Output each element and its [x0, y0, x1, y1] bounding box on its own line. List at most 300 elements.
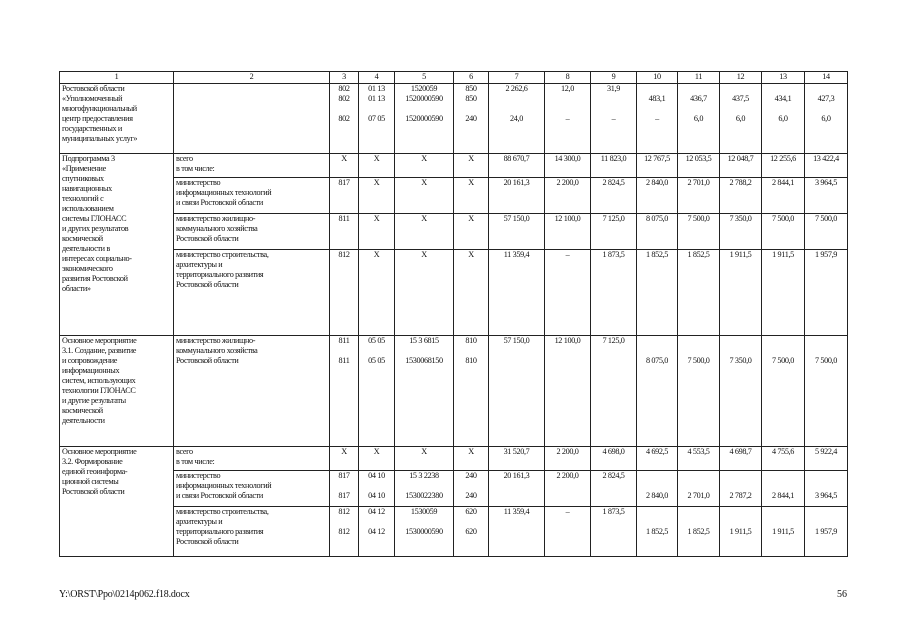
value-line [593, 356, 634, 366]
value-line: 2 787,2 [729, 491, 752, 500]
value-cell-c3 [330, 178, 359, 214]
value-line: X [421, 250, 427, 259]
value-cell-c9 [591, 154, 637, 178]
value-cell-c5 [395, 471, 454, 507]
value-cell-c13 [762, 214, 805, 250]
executor-cell [174, 178, 330, 214]
value-line: 11 359,4 [503, 250, 530, 259]
program-line: Ростовской области [62, 487, 125, 496]
program-line: и другие результаты [62, 396, 126, 405]
value-line: 802 [338, 94, 350, 103]
value-cell-c4 [359, 336, 395, 447]
value-line: 436,7 [690, 94, 707, 103]
executor-cell [174, 471, 330, 507]
executor-line: Ростовской области [176, 537, 239, 546]
value-line: – [611, 114, 616, 123]
value-cell-c8 [545, 447, 591, 471]
value-cell-c10 [637, 471, 678, 507]
value-line: 1 911,5 [772, 527, 794, 536]
table-row [60, 447, 848, 471]
value-line [491, 94, 542, 104]
value-line: 1 957,9 [814, 250, 838, 259]
value-line [680, 84, 717, 94]
value-cell-c4 [359, 178, 395, 214]
value-cell-c11 [678, 214, 720, 250]
value-cell-c7 [489, 214, 545, 250]
value-line [547, 94, 588, 104]
executor-line: и связи Ростовской области [176, 198, 263, 207]
value-line: 1 852,5 [645, 250, 669, 259]
value-cell-c5 [395, 447, 454, 471]
value-line: 15 3 2238 [409, 471, 439, 480]
value-cell-c3 [330, 471, 359, 507]
value-line: 817 [338, 471, 350, 480]
value-line: 4 692,5 [645, 447, 669, 456]
value-cell-c5 [395, 84, 454, 154]
value-line: 1530022380 [405, 491, 443, 500]
value-line: 12 100,0 [554, 214, 581, 223]
value-cell-c10 [637, 507, 678, 557]
value-line: 2 840,0 [645, 491, 669, 500]
value-cell-c12 [720, 447, 762, 471]
value-line: – [655, 114, 659, 123]
value-cell-c13 [762, 336, 805, 447]
value-line [722, 84, 759, 94]
value-line: 1520000590 [405, 94, 443, 103]
value-line: 850 [465, 84, 477, 93]
value-line: 4 698,7 [729, 447, 752, 456]
value-line [807, 507, 845, 517]
value-cell-c7 [489, 154, 545, 178]
program-line: деятельности в [62, 244, 110, 253]
value-cell-c6 [454, 471, 489, 507]
value-cell-c5 [395, 507, 454, 557]
value-line: 2 840,0 [645, 178, 669, 187]
value-line: 31,9 [607, 84, 620, 93]
header-cell: 13 [762, 72, 805, 84]
value-line: 01 13 [368, 84, 385, 93]
executor-cell [174, 336, 330, 447]
value-line: 2 200,0 [556, 447, 579, 456]
value-cell-c9 [591, 250, 637, 336]
value-cell-c3 [330, 154, 359, 178]
value-cell-c11 [678, 336, 720, 447]
value-line: X [373, 154, 380, 163]
header-cell: 3 [330, 72, 359, 84]
value-cell-c4 [359, 471, 395, 507]
value-cell-c10 [637, 336, 678, 447]
header-cell: 9 [591, 72, 637, 84]
value-cell-c9 [591, 447, 637, 471]
value-cell-c9 [591, 178, 637, 214]
value-line: 802 [338, 84, 350, 93]
executor-line: территориального развития [176, 527, 264, 536]
value-line: 2 701,0 [687, 491, 710, 500]
value-line: 2 844,1 [771, 491, 795, 500]
value-line: 04 10 [368, 471, 385, 480]
value-line [639, 471, 675, 481]
value-line: 7 350,0 [729, 356, 752, 365]
value-line: 8 075,0 [645, 356, 669, 365]
table-row [60, 336, 848, 447]
value-cell-c5 [395, 178, 454, 214]
value-line: 12,0 [561, 84, 574, 93]
program-line: ционной системы [62, 477, 119, 486]
executor-line: коммунального хозяйства [176, 224, 258, 233]
value-line: 57 150,0 [503, 214, 530, 223]
value-cell-c6 [454, 178, 489, 214]
value-line: X [341, 447, 347, 456]
value-cell-c14 [805, 336, 848, 447]
value-cell-c14 [805, 250, 848, 336]
value-cell-c6 [454, 447, 489, 471]
value-line: 04 10 [368, 491, 385, 500]
value-cell-c6 [454, 84, 489, 154]
value-line: X [468, 447, 474, 456]
value-cell-c4 [359, 154, 395, 178]
value-cell-c12 [720, 178, 762, 214]
value-line: 1530000590 [405, 527, 443, 536]
executor-line: Ростовской области [176, 234, 239, 243]
value-cell-c3 [330, 507, 359, 557]
value-line: 817 [338, 491, 350, 500]
executor-cell [174, 250, 330, 336]
value-line: 7 500,0 [771, 356, 795, 365]
value-cell-c6 [454, 336, 489, 447]
value-line: 7 125,0 [602, 214, 625, 223]
executor-line: министерство [176, 178, 221, 187]
value-line: 07 05 [368, 114, 385, 123]
value-line [764, 471, 802, 481]
program-line: использованием [62, 204, 114, 213]
value-line: 620 [465, 507, 477, 516]
value-cell-c8 [545, 250, 591, 336]
program-line: Основное мероприятие [62, 336, 137, 345]
value-line: X [468, 154, 474, 163]
value-line: 1 873,5 [602, 250, 625, 259]
program-line: навигационных [62, 184, 112, 193]
header-cell: 14 [805, 72, 848, 84]
value-line: 01 13 [368, 94, 385, 103]
value-cell-c9 [591, 507, 637, 557]
value-cell-c11 [678, 447, 720, 471]
executor-line: министерство строительства, [176, 507, 269, 516]
value-line: 04 12 [368, 527, 385, 536]
executor-line: архитектуры и [176, 260, 223, 269]
value-line: 4 553,5 [687, 447, 710, 456]
header-cell: 7 [489, 72, 545, 84]
value-line: 1 911,5 [772, 250, 794, 259]
value-cell-c9 [591, 471, 637, 507]
header-cell: 4 [359, 72, 395, 84]
value-cell-c12 [720, 507, 762, 557]
value-line: 6,0 [693, 114, 704, 123]
executor-cell [174, 447, 330, 471]
value-line [807, 336, 845, 346]
value-line: 1 852,5 [687, 527, 710, 536]
value-cell-c3 [330, 214, 359, 250]
value-cell-c6 [454, 507, 489, 557]
executor-line: министерство [176, 471, 221, 480]
table-row [60, 507, 848, 557]
value-cell-c13 [762, 154, 805, 178]
program-line: технологии ГЛОНАСС [62, 386, 136, 395]
value-line: 1520059 [410, 84, 438, 93]
value-cell-c5 [395, 154, 454, 178]
program-line: 3.1. Создание, развитие [62, 346, 137, 355]
header-cell: 2 [174, 72, 330, 84]
value-line: 05 05 [368, 336, 385, 345]
value-cell-c10 [637, 84, 678, 154]
program-line: деятельности [62, 416, 105, 425]
value-line [547, 356, 588, 366]
value-cell-c5 [395, 214, 454, 250]
program-line: области» [62, 284, 91, 293]
executor-line: архитектуры и [176, 517, 223, 526]
value-cell-c3 [330, 250, 359, 336]
executor-line: министерство жилищно- [176, 336, 256, 345]
program-line: космической [62, 234, 103, 243]
value-cell-c8 [545, 507, 591, 557]
header-cell: 11 [678, 72, 720, 84]
value-cell-c7 [489, 178, 545, 214]
value-cell-c11 [678, 471, 720, 507]
value-cell-c14 [805, 84, 848, 154]
executor-line: коммунального хозяйства [176, 346, 258, 355]
value-line [491, 491, 542, 501]
value-line: 6,0 [778, 114, 788, 123]
executor-line: в том числе: [176, 457, 215, 466]
program-line: центр предоставления [62, 114, 133, 123]
table-body [60, 84, 848, 557]
value-cell-c13 [762, 250, 805, 336]
table-row [60, 178, 848, 214]
value-line [680, 336, 717, 346]
value-cell-c12 [720, 84, 762, 154]
value-cell-c14 [805, 154, 848, 178]
value-line: 817 [338, 178, 350, 187]
value-line: 437,5 [732, 94, 749, 103]
program-line: Подпрограмма 3 [62, 154, 115, 163]
executor-line: всего [176, 154, 193, 163]
value-line [680, 471, 717, 481]
value-cell-c12 [720, 214, 762, 250]
executor-line: и связи Ростовской области [176, 491, 263, 500]
file-path: Y:\ORST\Ppo\0214p062.f18.docx [59, 589, 190, 600]
value-line: 483,1 [648, 94, 666, 103]
program-cell [60, 447, 174, 557]
program-line: Основное мероприятие [62, 447, 137, 456]
executor-cell [174, 84, 330, 154]
value-line: 1 873,5 [602, 507, 625, 516]
value-cell-c14 [805, 447, 848, 471]
value-cell-c3 [330, 447, 359, 471]
value-line: 2 701,0 [687, 178, 710, 187]
value-cell-c5 [395, 336, 454, 447]
value-line: 240 [465, 114, 477, 123]
value-line [491, 527, 542, 537]
program-line: технологий с [62, 194, 104, 203]
value-line: 12 053,5 [685, 154, 712, 163]
value-line: 3 964,5 [814, 491, 838, 500]
value-line: 11 359,4 [503, 507, 530, 516]
value-cell-c8 [545, 154, 591, 178]
program-line: многофункциональный [62, 104, 137, 113]
program-line: «Применение [62, 164, 106, 173]
value-line: 1 852,5 [687, 250, 710, 259]
value-line: 812 [338, 250, 350, 259]
value-line: 11 823,0 [600, 154, 627, 163]
value-cell-c7 [489, 84, 545, 154]
value-cell-c11 [678, 507, 720, 557]
header-cell: 12 [720, 72, 762, 84]
executor-cell [174, 214, 330, 250]
value-line: X [421, 214, 427, 223]
executor-line: всего [176, 447, 193, 456]
value-line [593, 94, 634, 104]
value-line: 7 500,0 [687, 214, 710, 223]
program-line: единой геоинформа- [62, 467, 128, 476]
value-line: 7 500,0 [814, 214, 838, 223]
value-line [722, 507, 759, 517]
header-cell: 6 [454, 72, 489, 84]
value-cell-c7 [489, 471, 545, 507]
executor-line: Ростовской области [176, 356, 239, 365]
value-cell-c11 [678, 250, 720, 336]
value-line: 811 [338, 336, 350, 345]
value-line: 12 100,0 [554, 336, 581, 345]
value-line [639, 84, 675, 94]
budget-table [59, 71, 848, 557]
value-line: 6,0 [821, 114, 831, 123]
value-cell-c8 [545, 178, 591, 214]
value-cell-c9 [591, 214, 637, 250]
value-line [807, 471, 845, 481]
value-line: 802 [338, 114, 350, 123]
value-line: 12 048,7 [727, 154, 754, 163]
value-line: 810 [465, 336, 477, 345]
value-line: 20 161,3 [503, 471, 530, 480]
value-line: 620 [465, 527, 477, 536]
value-cell-c4 [359, 84, 395, 154]
value-line: 4 755,6 [771, 447, 795, 456]
value-cell-c10 [637, 214, 678, 250]
value-line: 1 911,5 [729, 527, 752, 536]
value-cell-c13 [762, 447, 805, 471]
value-line: 20 161,3 [503, 178, 530, 187]
table-row [60, 250, 848, 336]
value-cell-c7 [489, 250, 545, 336]
program-line: информационных [62, 366, 120, 375]
value-line [764, 507, 802, 517]
value-cell-c7 [489, 507, 545, 557]
value-cell-c5 [395, 250, 454, 336]
value-line: 240 [465, 491, 477, 500]
value-line: 2 200,0 [556, 471, 579, 480]
value-cell-c4 [359, 250, 395, 336]
value-line: 88 670,7 [503, 154, 530, 163]
value-line: 57 150,0 [503, 336, 530, 345]
value-line: – [565, 114, 570, 123]
value-cell-c14 [805, 178, 848, 214]
program-cell [60, 336, 174, 447]
value-line: 1520000590 [405, 114, 443, 123]
value-line: 05 05 [368, 356, 385, 365]
value-cell-c9 [591, 336, 637, 447]
program-line: 3.2. Формирование [62, 457, 123, 466]
program-cell [60, 84, 174, 154]
value-line: 8 075,0 [645, 214, 669, 223]
value-cell-c11 [678, 154, 720, 178]
program-line: систем, использующих [62, 376, 136, 385]
value-cell-c10 [637, 250, 678, 336]
value-cell-c13 [762, 178, 805, 214]
value-cell-c6 [454, 250, 489, 336]
value-line: 434,1 [774, 94, 792, 103]
value-cell-c14 [805, 214, 848, 250]
value-line: 15 3 6815 [409, 336, 439, 345]
header-row [60, 72, 848, 84]
value-line [807, 84, 845, 94]
executor-line: информационных технологий [176, 481, 272, 490]
value-line [764, 336, 802, 346]
value-line: X [373, 214, 380, 223]
value-line: X [373, 250, 380, 259]
value-line: 1530068150 [405, 356, 443, 365]
value-line: 4 698,0 [602, 447, 625, 456]
value-line: X [421, 154, 427, 163]
value-cell-c12 [720, 471, 762, 507]
program-line: системы ГЛОНАСС [62, 214, 127, 223]
value-line: X [373, 178, 380, 187]
program-line: развития Ростовской [62, 274, 128, 283]
value-line: 2 200,0 [556, 178, 579, 187]
value-cell-c7 [489, 336, 545, 447]
value-line: 12 767,5 [644, 154, 670, 163]
table-row [60, 214, 848, 250]
page-number: 56 [837, 589, 847, 600]
value-line: X [468, 214, 474, 223]
header-cell: 10 [637, 72, 678, 84]
value-cell-c3 [330, 84, 359, 154]
value-line [593, 527, 634, 537]
value-line: 2 262,6 [505, 84, 528, 93]
value-cell-c8 [545, 84, 591, 154]
value-line [547, 527, 588, 537]
value-line [764, 84, 802, 94]
executor-line: министерство жилищно- [176, 214, 256, 223]
value-cell-c6 [454, 154, 489, 178]
executor-line: в том числе: [176, 164, 215, 173]
value-line: 1 911,5 [729, 250, 752, 259]
program-line: спутниковых [62, 174, 104, 183]
value-line: 1 957,9 [814, 527, 838, 536]
value-line: 427,3 [817, 94, 835, 103]
value-cell-c13 [762, 84, 805, 154]
value-line: 2 844,1 [771, 178, 795, 187]
value-cell-c13 [762, 471, 805, 507]
value-line: X [468, 250, 474, 259]
program-line: и других результатов [62, 224, 129, 233]
value-line: 14 300,0 [554, 154, 581, 163]
value-line: X [421, 178, 427, 187]
value-cell-c8 [545, 336, 591, 447]
value-cell-c8 [545, 471, 591, 507]
program-line: Ростовской области [62, 84, 125, 93]
value-line: 04 12 [368, 507, 385, 516]
value-line: 7 350,0 [729, 214, 752, 223]
value-cell-c10 [637, 178, 678, 214]
